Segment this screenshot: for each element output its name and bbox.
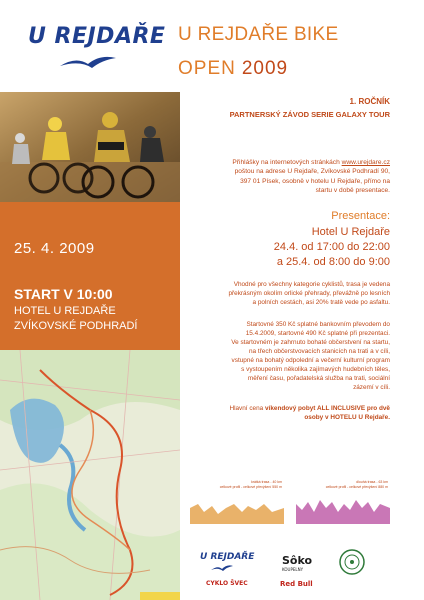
route-description-line: překrásným okolím orlické přehrady, převážně po lesních bbox=[228, 290, 390, 297]
entry-fee-line: na třech občerstvovacích stanicích na trati a v cíli, bbox=[248, 348, 390, 355]
long-route-profile bbox=[294, 478, 392, 526]
entry-fee-line: Ve startovném je zahrnuto bohaté občerstvení na startu, bbox=[231, 339, 390, 346]
sponsor-redbull: Red Bull bbox=[280, 580, 313, 588]
sponsor-logos bbox=[186, 540, 424, 600]
entry-fee-line: s vystoupením několika zajímavých hudebních těles, bbox=[241, 366, 390, 373]
presentation-time1: 24.4. od 17:00 do 22:00 bbox=[273, 241, 390, 253]
event-title-line2 bbox=[178, 58, 288, 80]
sponsor-cyklosvec: CYKLO ŠVEC bbox=[206, 580, 248, 587]
main-prize-label: Hlavní cena bbox=[229, 405, 264, 412]
bird-logo-icon bbox=[58, 52, 118, 72]
event-title-line1: U REJDAŘE BIKE bbox=[178, 24, 339, 45]
entry-fee-line: Startovné 350 Kč splatné bankovním převodem do bbox=[246, 321, 390, 328]
sponsor-bird-icon bbox=[210, 564, 234, 572]
sponsor-soko: Sôko bbox=[282, 554, 313, 567]
registration-prefix: Přihlášky na internetových stránkách bbox=[232, 159, 340, 166]
registration-info bbox=[186, 158, 390, 196]
main-prize-text2: osoby v HOTELU U Rejdaře. bbox=[304, 414, 390, 421]
registration-line3: 397 01 Písek, osobně v hotelu U Rejdaře, přímo na bbox=[240, 177, 390, 185]
logo-text: U REJDAŘE bbox=[28, 24, 166, 49]
presentation-time2: a 25.4. od 8:00 do 9:00 bbox=[276, 256, 390, 268]
long-route-title: dlouhá trasa - 63 km bbox=[356, 480, 388, 484]
presentation-heading: Presentace: bbox=[331, 210, 390, 222]
entry-fee-line: 15.4.2009, startovné 490 Kč splatné při prezentaci. bbox=[245, 330, 390, 337]
entry-fee-line: měření času, pořadatelská služba na trati, sociální bbox=[247, 375, 390, 382]
entry-fee-line: zázemí v cíli. bbox=[353, 384, 390, 391]
start-time: START V 10:00 bbox=[14, 286, 113, 302]
venue-line1: HOTEL U REJDAŘE bbox=[14, 305, 116, 317]
cyclists-photo bbox=[0, 92, 180, 202]
route-description-line: a polních cestách, asi 20% tratě vede po asfaltu. bbox=[252, 299, 390, 306]
entry-fee-line: vstupné na bohatý odpolední a večerní kulturní program bbox=[231, 357, 390, 364]
event-title-year: 2009 bbox=[241, 58, 289, 79]
elevation-profiles bbox=[188, 478, 394, 526]
short-route-sub: celkové profil - celkové převýšení 550 m bbox=[219, 485, 282, 489]
route-description bbox=[186, 280, 390, 307]
edition-label: 1. ROČNÍK bbox=[349, 97, 390, 106]
registration-line4: startu v době presentace. bbox=[315, 187, 390, 195]
main-prize-text: víkendový pobyt ALL INCLUSIVE pro dvě bbox=[265, 405, 390, 412]
presentation-place: Hotel U Rejdaře bbox=[311, 226, 390, 238]
route-map bbox=[0, 350, 180, 600]
registration-line2: poštou na adrese U Rejdaře, Zvíkovské Podhradí 90, bbox=[234, 168, 390, 176]
website-link[interactable]: www.urejdare.cz bbox=[341, 159, 390, 166]
long-route-sub: celkové profil - celkové převýšení 880 m bbox=[325, 485, 388, 489]
route-description-line: Vhodné pro všechny kategorie cyklistů, trasa je vedena bbox=[233, 281, 390, 288]
short-route-profile bbox=[188, 478, 286, 526]
sponsor-urejdare: U REJDAŘE bbox=[200, 552, 255, 562]
main-prize-info bbox=[186, 404, 390, 422]
short-route-label bbox=[220, 480, 282, 490]
venue-line2: ZVÍKOVSKÉ PODHRADÍ bbox=[14, 320, 138, 332]
sponsor-seal-icon bbox=[338, 548, 366, 576]
series-label: PARTNERSKÝ ZÁVOD SERIE GALAXY TOUR bbox=[229, 110, 390, 119]
event-date: 25. 4. 2009 bbox=[14, 240, 95, 257]
sponsor-soko-sub: KOUPELNY bbox=[282, 567, 304, 572]
short-route-title: krátká trasa - 40 km bbox=[251, 480, 282, 484]
long-route-label bbox=[326, 480, 388, 490]
event-title-open: OPEN bbox=[178, 58, 236, 79]
entry-fee-info bbox=[186, 320, 390, 392]
